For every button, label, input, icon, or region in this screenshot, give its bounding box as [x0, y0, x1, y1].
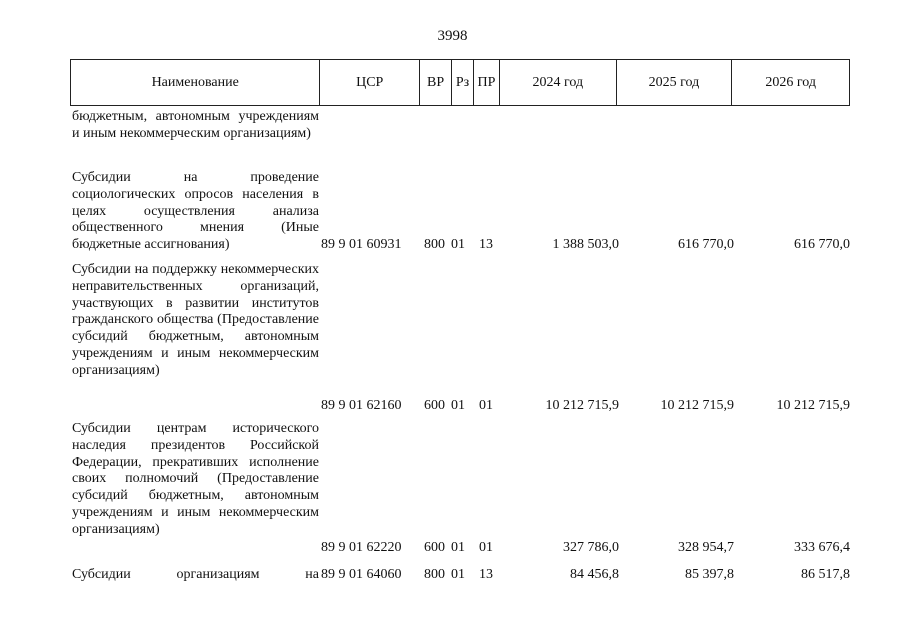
header-name: Наименование	[71, 60, 320, 105]
row-csr: 89 9 01 60931	[321, 237, 402, 252]
header-year-2026: 2026 год	[765, 74, 816, 90]
row-value-2025: 10 212 715,9	[660, 398, 734, 413]
row-csr: 89 9 01 62160	[321, 398, 402, 413]
row-csr: 89 9 01 62220	[321, 540, 402, 555]
row-vr: 800	[424, 567, 445, 582]
row-pr: 01	[479, 540, 493, 555]
row-value-2024: 1 388 503,0	[552, 237, 619, 252]
table-header	[70, 59, 850, 106]
row-value-2024: 327 786,0	[563, 540, 619, 555]
header-pr: ПР	[474, 60, 500, 105]
row-rz: 01	[451, 567, 465, 582]
row-value-2026: 86 517,8	[801, 567, 850, 582]
row-value-2025: 328 954,7	[678, 540, 734, 555]
row-value-2026: 10 212 715,9	[776, 398, 850, 413]
header-rz: Рз	[452, 60, 474, 105]
row-name: Субсидии на проведение социологических опросов населения в целях осуществления анализа общественного мнения (Иные бюджетные ассигнования)	[72, 170, 319, 253]
header-csr: ЦСР	[320, 60, 420, 105]
row-rz: 01	[451, 398, 465, 413]
row-value-2025: 616 770,0	[678, 237, 734, 252]
row-vr: 600	[424, 398, 445, 413]
row-value-2025: 85 397,8	[685, 567, 734, 582]
row-rz: 01	[451, 237, 465, 252]
row-vr: 600	[424, 540, 445, 555]
row-rz: 01	[451, 540, 465, 555]
header-year-2025: 2025 год	[617, 60, 733, 105]
page-number: 3998	[437, 28, 468, 44]
row-name: Субсидии центрам исторического наследия президентов Российской Федерации, прекративших исполнение своих полномочий (Предоставление субсидий бюджетным, автономным учреждениям и иным некоммерческим организациям)	[72, 421, 319, 537]
row-value-2026: 616 770,0	[794, 237, 850, 252]
row-value-2024: 84 456,8	[570, 567, 619, 582]
header-vr: ВР	[420, 60, 452, 105]
row-value-2026: 333 676,4	[794, 540, 850, 555]
header-year-2024: 2024 год	[500, 60, 617, 105]
row-pr: 13	[479, 237, 493, 252]
row-csr: 89 9 01 64060	[321, 567, 402, 582]
row-name: Субсидии организациям на	[72, 567, 319, 582]
row-vr: 800	[424, 237, 445, 252]
row-name: Субсидии на поддержку некоммерческих неправительственных организаций, участвующих в развитии институтов гражданского общества (Предоставление субсидий бюджетным, автономным учреждениям и иным некоммерческим организациям)	[72, 262, 319, 378]
row-pr: 13	[479, 567, 493, 582]
row-value-2024: 10 212 715,9	[545, 398, 619, 413]
row-pr: 01	[479, 398, 493, 413]
row-name: бюджетным, автономным учреждениям и иным некоммерческим организациям)	[72, 109, 319, 141]
